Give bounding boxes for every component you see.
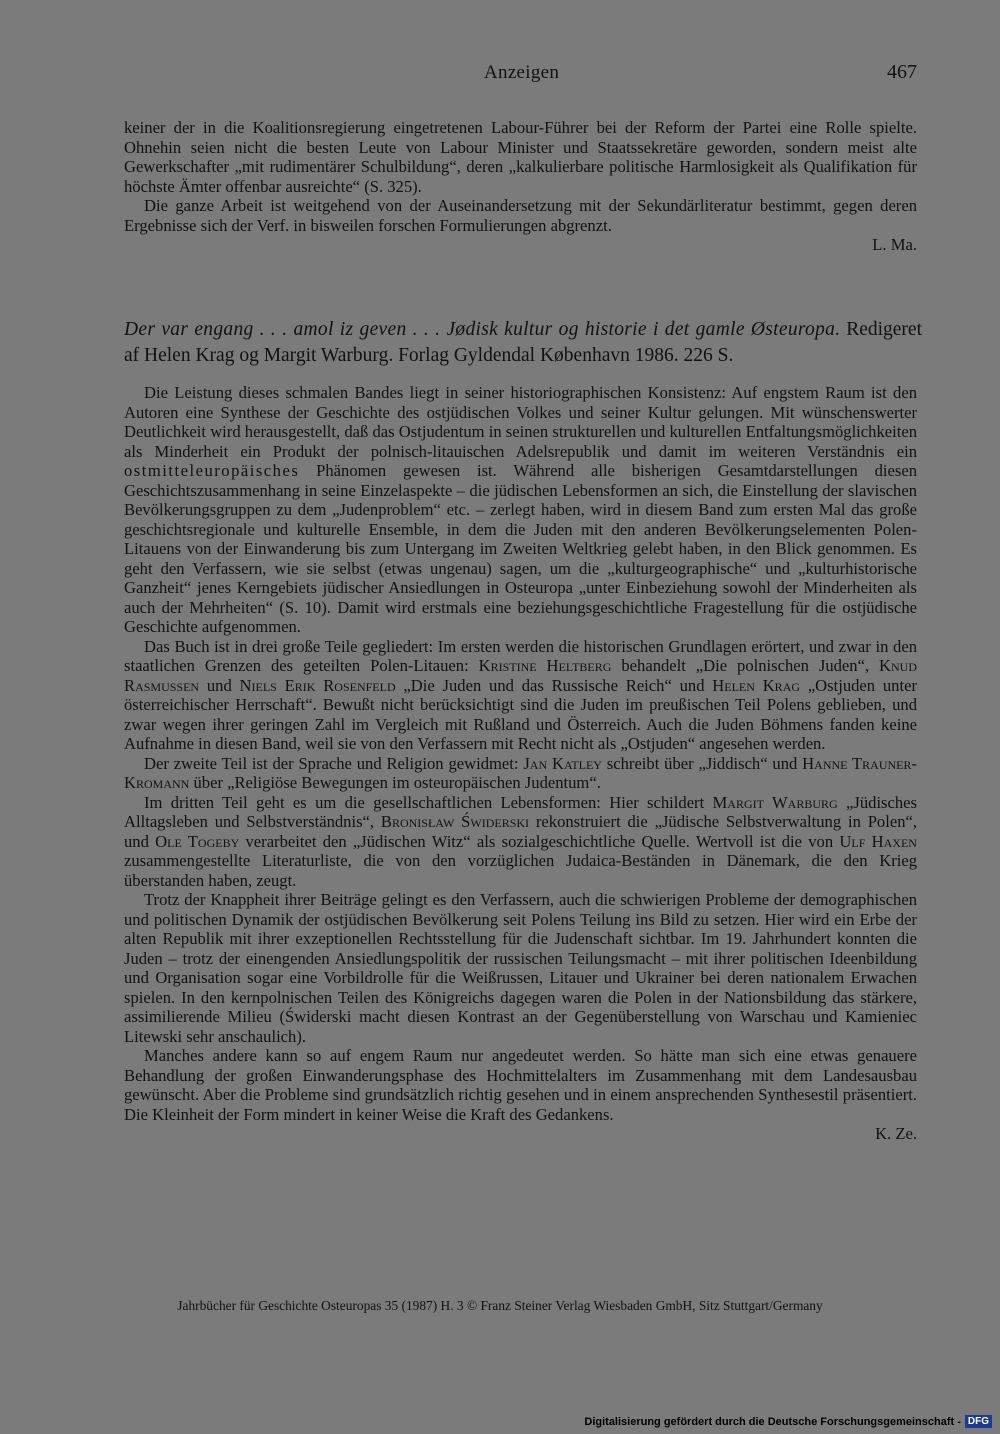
paragraph: Die ganze Arbeit ist weitgehend von der Auseinandersetzung mit der Sekundärliteratur bestimmt, gegen deren Ergebnisse sich der Verf. in bisweilen forschen Formulierungen abgrenzt. bbox=[124, 196, 917, 235]
running-header: Anzeigen bbox=[484, 62, 560, 83]
text: über „Religiöse Bewegungen im osteuropäischen Judentum“. bbox=[193, 773, 601, 792]
page-number: 467 bbox=[887, 61, 917, 83]
text: Die Leistung dieses schmalen Bandes liegt in seiner historiographischen Konsistenz: Auf engstem Raum ist den Autoren eine Synthese der Geschichte des ostjüdischen Volkes und seiner Kultur gelungen. Mit wünschenswerter Deutlichkeit wird herausgestellt, daß das Ostjudentum in seinen strukturellen und kulturellen Entfaltungsmöglichkeiten als Minderheit ein Produkt der polnisch-litauischen Adelsrepublik und damit im weiteren Verständnis ein bbox=[124, 383, 917, 461]
text: und bbox=[206, 675, 232, 695]
reviewer-signature: K. Ze. bbox=[875, 1124, 917, 1143]
text: „Ostjuden unter österreichischer Herrschaft“. Bewußt nicht berücksichtigt sind die Juden im preußischen Teil Polens geblieben, und zwar wegen ihrer geringen Zahl im Vergleich mit Rußland und Österreich. Auch die Juden Böhmens fanden keine Aufnahme in diesen Band, weil sie von den Verfassern mit Recht nicht als „Ostjuden“ angesehen werden. bbox=[124, 675, 917, 753]
author-name: Jan Katley bbox=[523, 753, 602, 773]
text: rekonstruiert die „Jüdische Selbstverwaltung in Polen“, und bbox=[124, 812, 918, 851]
text: „Die Juden und das Russische Reich“ und bbox=[403, 675, 705, 695]
text: verarbeitet den „Jüdischen Witz“ als sozialgeschichtliche Quelle. Wertvoll ist die von bbox=[245, 831, 834, 851]
emphasis-spaced: ostmitteleuropäisches bbox=[124, 461, 300, 480]
paragraph bbox=[124, 383, 917, 637]
journal-footer: Jahrbücher für Geschichte Osteuropas 35 (1987) H. 3 © Franz Steiner Verlag Wiesbaden GmbH, Sitz Stuttgart/Germany bbox=[177, 1298, 823, 1313]
paragraph bbox=[124, 754, 917, 793]
paragraph: Trotz der Knappheit ihrer Beiträge gelingt es den Verfassern, auch die schwierigen Probleme der demographischen und politischen Dynamik der ostjüdischen Bevölkerung seit Polens Teilung ins Bild zu setzen. Hier wird ein Erbe der alten Republik mit ihrer exzeptionellen Rechtsstellung für die Judenschaft sichtbar. Im 19. Jahrhundert konnten die Juden – trotz der einengenden Ansiedlungspolitik der russischen Teilungsmacht – mit ihrer politischen Ideenbildung und Organisation sogar eine Vorbildrolle für die Weißrussen, Litauer und Ukrainer bei deren nationalem Erwachen spielen. In den kernpolnischen Teilen des Königreichs dagegen waren die Polen in der Nationsbildung das stärkere, assimilierende Milieu (Świderski macht diesen Kontrast an der Gegenüberstellung von Warschau und Kamieniec Litewski sehr anschaulich). bbox=[124, 890, 917, 1046]
text: Phänomen gewesen ist. Während alle bisherigen Gesamtdarstellungen diesen Geschichtszusammenhang in seine Einzelaspekte – die jüdischen Lebensformen an sich, die Einstellung der slavischen Bevölkerungsgruppen zu dem „Judenproblem“ etc. – zerlegt haben, wird in diesem Band zum ersten Mal das große geschichtsregionale und kulturelle Ensemble, in dem die Juden mit den anderen Bevölkerungselementen Polen-Litauens von der Einwanderung bis zum Untergang im Zweiten Weltkrieg gelebt haben, in den Blick genommen. Es geht den Verfassern, wie sie selbst (etwas ungenau) sagen, um die „kulturgeographische“ und „kulturhistorische Ganzheit“ jenes Kerngebiets jüdischer Ansiedlungen in Osteuropa „unter Einbeziehung sowohl der Minderheiten als auch der Mehrheiten“ (S. 10). Damit wird erstmals eine beziehungsgeschichtliche Fragestellung für die ostjüdische Geschichte aufgenommen. bbox=[124, 461, 918, 636]
paragraph bbox=[124, 637, 917, 754]
author-name: Hanne Trauner-Kromann bbox=[124, 753, 918, 792]
text: Der zweite Teil ist der Sprache und Religion gewidmet: bbox=[144, 753, 519, 773]
previous-review-end bbox=[124, 118, 917, 255]
text: zusammengestellte Literaturliste, die von den vorzüglichen Judaica-Beständen in Dänemark, die den Krieg überstanden haben, zeugt. bbox=[124, 851, 917, 890]
author-name: Margit Warburg bbox=[712, 792, 838, 812]
paragraph: keiner der in die Koalitionsregierung eingetretenen Labour-Führer bei der Reform der Partei eine Rolle spielte. Ohnehin seien nicht die besten Leute von Labour Minister und Staatssekretäre geworden, sondern meist alte Gewerkschafter „mit rudimentärer Schulbildung“, deren „kalkulierbare politische Harmlosigkeit als Qualifikation für höchste Ämter offenbar ausreichte“ (S. 325). bbox=[124, 118, 917, 196]
book-title: Der var engang . . . amol iz geven . . . Jødisk kultur og historie i det gamle Østeuropa. bbox=[124, 319, 841, 340]
digitization-credit bbox=[584, 1415, 992, 1428]
text: Das Buch ist in drei große Teile gegliedert: Im ersten werden die historischen Grundlagen erörtert, und zwar in den staatlichen Grenzen des geteilten Polen-Litauen: bbox=[124, 636, 917, 675]
author-name: Knud Rasmussen bbox=[124, 656, 918, 695]
paragraph: Manches andere kann so auf engem Raum nur angedeutet werden. So hätte man sich eine etwas genauere Behandlung der großen Einwanderungsphase des Hochmittelalters im Zusammenhang mit dem Landesausbau gewünscht. Aber die Probleme sind grundsätzlich richtig gesehen und in einem ansprechenden Synthesestil präsentiert. Die Kleinheit der Form mindert in keiner Weise die Kraft des Gedankens. bbox=[124, 1046, 917, 1124]
author-name: Ulf Haxen bbox=[839, 831, 917, 851]
text: schreibt über „Jiddisch“ und bbox=[606, 753, 798, 773]
author-name: Ole Togeby bbox=[155, 831, 240, 851]
text: Im dritten Teil geht es um die gesellschaftlichen Lebensformen: Hier schildert bbox=[144, 792, 705, 812]
book-citation bbox=[124, 317, 922, 369]
review-body bbox=[124, 383, 917, 1144]
text: „Jüdisches Alltagsleben und Selbstverständnis“, bbox=[124, 792, 918, 831]
paragraph bbox=[124, 793, 917, 891]
dfg-logo: DFG bbox=[965, 1415, 992, 1428]
digitization-note: Digitalisierung gefördert durch die Deutsche Forschungsgemeinschaft - bbox=[584, 1415, 961, 1428]
author-name: Niels Erik Rosenfeld bbox=[239, 675, 396, 695]
book-publication-info: Redigeret af Helen Krag og Margit Warburg. Forlag Gyldendal København 1986. 226 S. bbox=[124, 319, 922, 366]
author-name: Bronisław Świderski bbox=[380, 812, 530, 831]
author-name: Helen Krag bbox=[712, 675, 801, 695]
author-name: Kristine Heltberg bbox=[478, 656, 612, 675]
text: behandelt „Die polnischen Juden“, bbox=[621, 656, 870, 675]
reviewer-signature: L. Ma. bbox=[872, 235, 917, 254]
